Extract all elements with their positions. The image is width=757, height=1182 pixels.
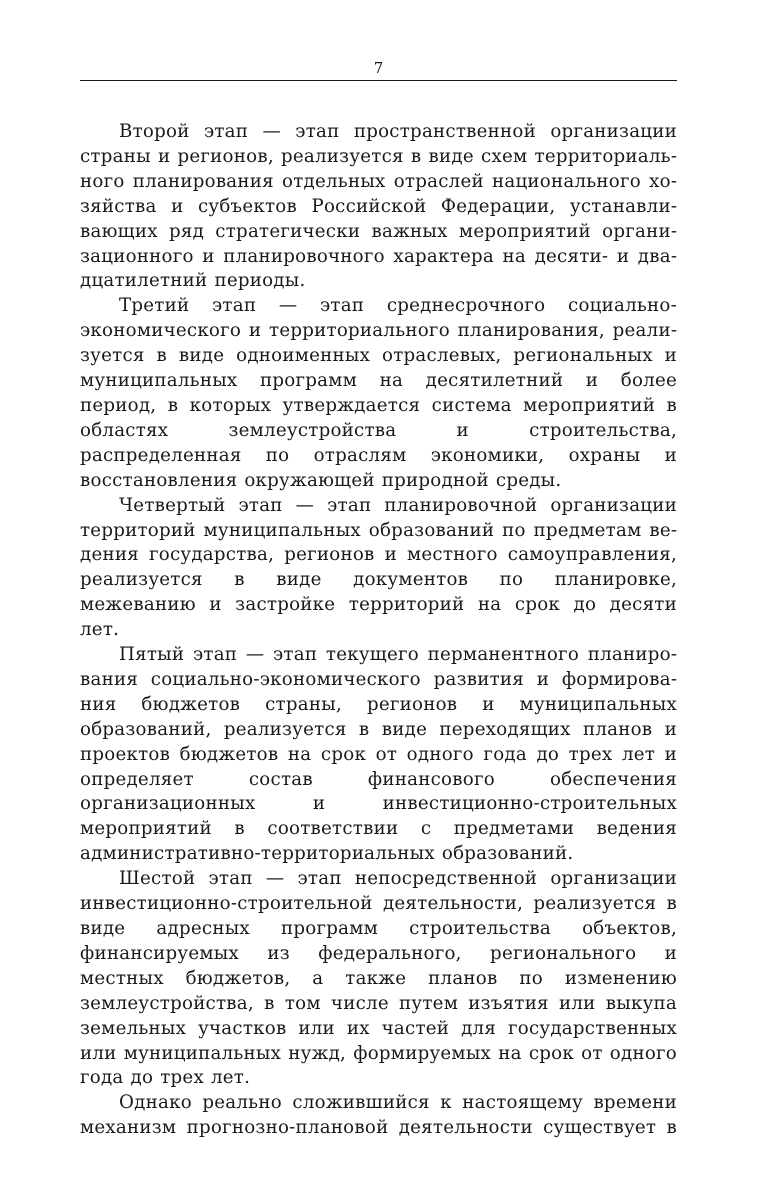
paragraph-stage-six: Шестой этап — этап непосредственной организации инвестиционно-строительной деятельности, реализуется в виде адресных программ строительства объектов, финансируемых из федерального, регионального и местных бюджетов, а также планов по изменению землеустройства, в том числе путем изъятия или выкупа земельных участков или их частей для государственных или муниципальных нужд, формируемых на срок от одного года до трех лет.	[80, 868, 677, 1089]
paragraph-conclusion: Однако реально сложившийся к настоящему времени механизм прогнозно-плановой деятельности существует в	[80, 1092, 677, 1139]
header-rule	[80, 80, 677, 81]
paragraph-stage-two: Второй этап — этап пространственной организации страны и регионов, реализуется в виде схем территориального планирования отдельных отраслей национального хозяйства и субъектов Российской Федерации, устанавливающих ряд стратегически важных мероприятий организационного и планировочного характера на десяти- и двадцатилетний периоды.	[80, 121, 677, 292]
paragraph-stage-five: Пятый этап — этап текущего перманентного планирования социально-экономического развития и формирования бюджетов страны, регионов и муниципальных образований, реализуется в виде переходящих планов и проектов бюджетов на срок от одного года до трех лет и определяет состав финансового обеспечения организационных и инвестиционно-строительных мероприятий в соответствии с предметами ведения административно-территориальных образований.	[80, 644, 677, 865]
body-text	[80, 120, 677, 1141]
paragraph-stage-four: Четвертый этап — этап планировочной организации территорий муниципальных образований по предметам ведения государства, регионов и местного самоуправления, реализуется в виде документов по планировке, межеванию и застройке территорий на срок до десяти лет.	[80, 494, 677, 641]
page-number: 7	[373, 59, 384, 77]
paragraph-stage-three: Третий этап — этап среднесрочного социально-экономического и территориального планирования, реализуется в виде одноименных отраслевых, региональных и муниципальных программ на десятилетний и более период, в которых утверждается система мероприятий в областях землеустройства и строительства, распределенная по отраслям экономики, охраны и восстановления окружающей природной среды.	[80, 295, 677, 491]
